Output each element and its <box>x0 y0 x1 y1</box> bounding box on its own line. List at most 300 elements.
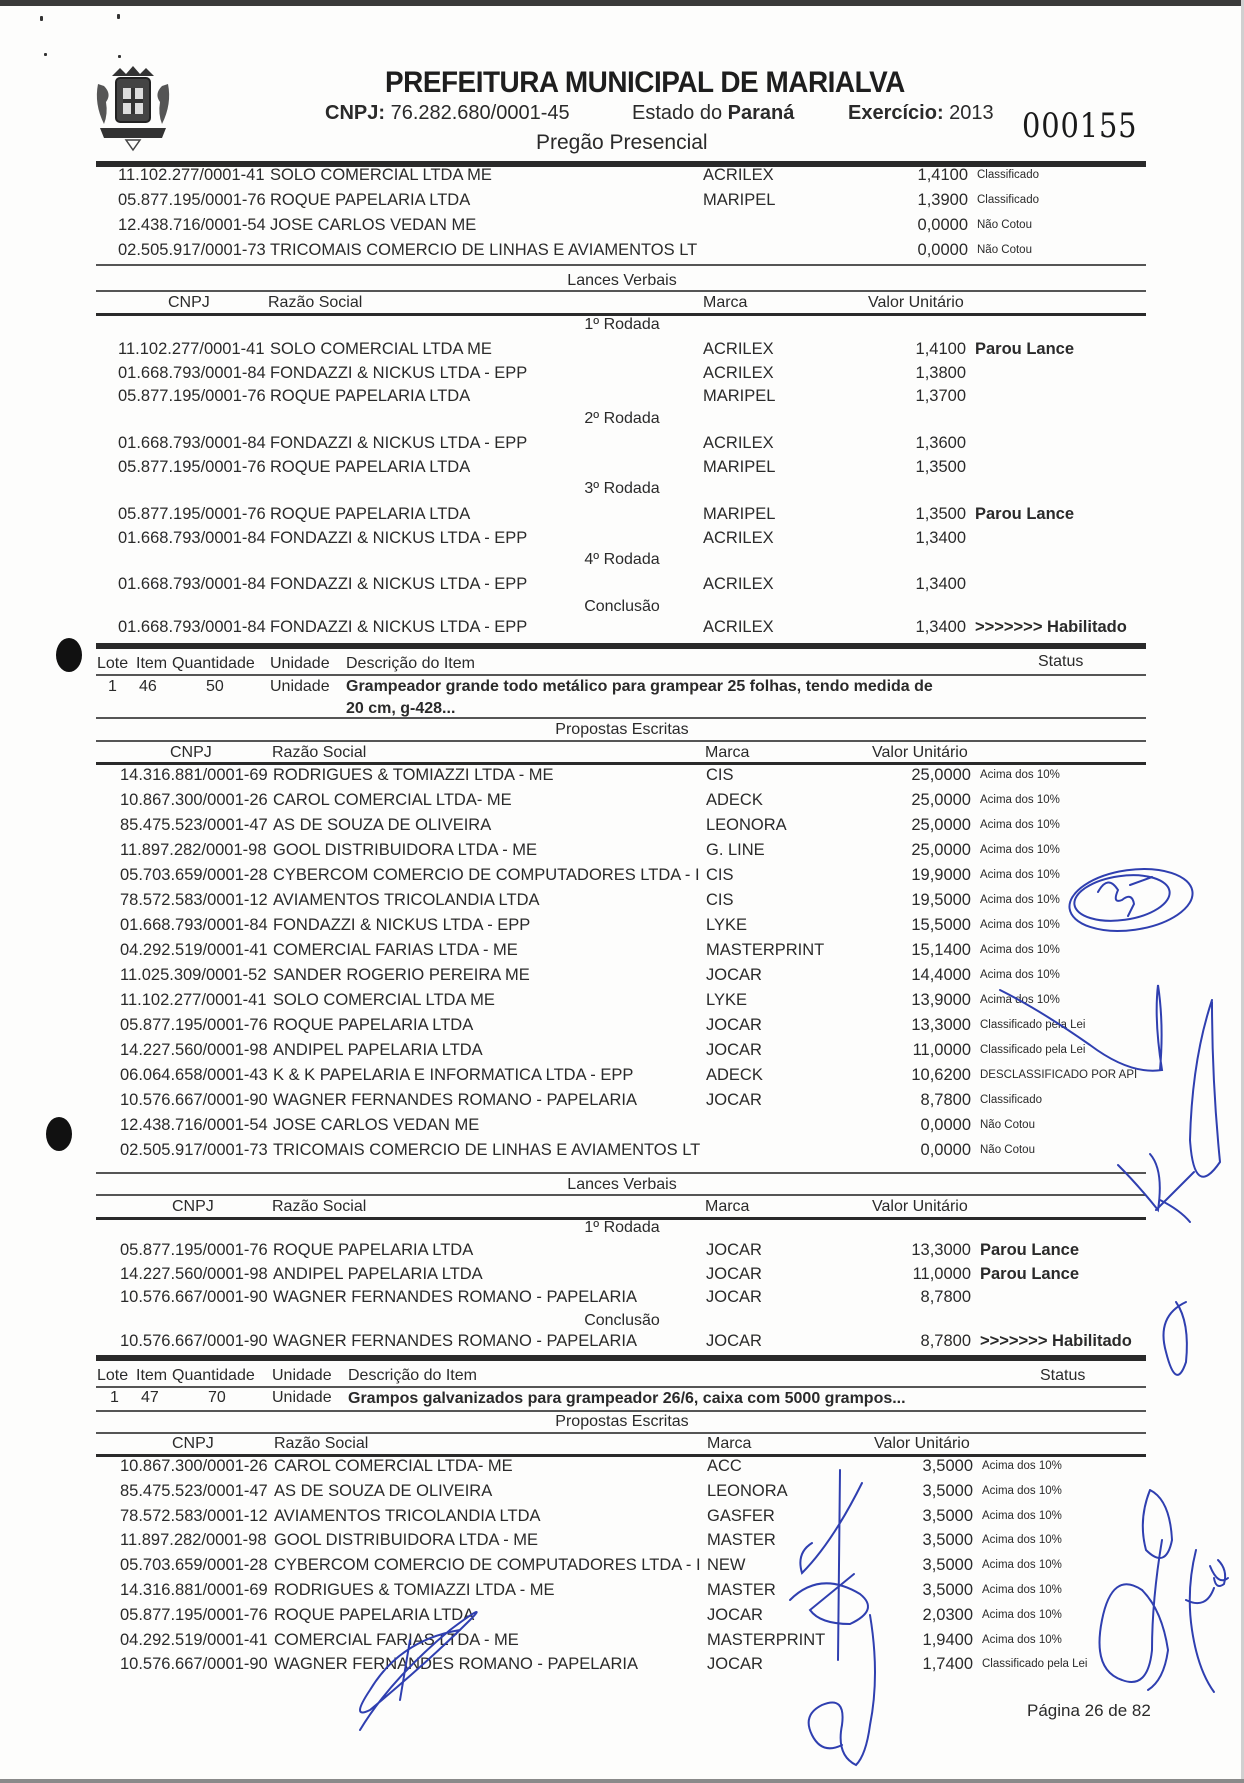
cell-valor-unitario: 3,5000 <box>922 1531 973 1550</box>
col-header-descricao: Descrição do Item <box>346 655 475 672</box>
org-cnpj <box>325 102 570 125</box>
section-title-lances-verbais: Lances Verbais <box>567 272 677 289</box>
table-row <box>0 1457 1244 1479</box>
section-divider <box>96 290 1146 292</box>
col-header-cnpj: CNPJ <box>168 294 210 311</box>
cell-razao-social: JOSE CARLOS VEDAN ME <box>270 216 477 234</box>
section-divider <box>96 1172 1146 1174</box>
item-divider <box>96 643 1146 649</box>
col-header-lote: Lote <box>97 1367 129 1384</box>
scan-edge-bottom <box>0 1779 1244 1783</box>
cell-cnpj: 14.316.881/0001-69 <box>120 766 268 784</box>
cell-marca: CIS <box>706 766 734 784</box>
cell-marca: MASTERPRINT <box>707 1630 826 1649</box>
cell-razao-social: RODRIGUES & TOMIAZZI LTDA - ME <box>273 766 554 784</box>
cell-razao-social: FONDAZZI & NICKUS LTDA - EPP <box>270 434 528 452</box>
table-row <box>0 1531 1244 1553</box>
cell-razao-social: FONDAZZI & NICKUS LTDA - EPP <box>270 528 528 547</box>
section-divider <box>96 264 1146 266</box>
item-number: 46 <box>139 678 157 695</box>
cell-cnpj: 05.877.195/0001-76 <box>120 1016 268 1034</box>
cell-razao-social: WAGNER FERNANDES ROMANO - PAPELARIA <box>273 1091 637 1109</box>
table-row <box>0 387 1244 409</box>
cell-valor-unitario: 0,0000 <box>917 216 968 234</box>
cell-cnpj: 11.897.282/0001-98 <box>120 1531 267 1550</box>
item-divider <box>96 1355 1146 1361</box>
cell-valor-unitario: 8,7800 <box>920 1332 971 1350</box>
cell-valor-unitario: 25,0000 <box>911 841 971 859</box>
table-row <box>0 434 1244 456</box>
section-divider <box>96 717 1146 719</box>
cell-razao-social: COMERCIAL FARIAS LTDA - ME <box>273 941 518 959</box>
cell-marca: ACRILEX <box>703 340 774 358</box>
cell-valor-unitario: 14,4000 <box>911 966 971 984</box>
table-row <box>0 1116 1244 1138</box>
cell-marca: ACRILEX <box>703 528 774 547</box>
cell-razao-social: CYBERCOM COMERCIO DE COMPUTADORES LTDA - I <box>274 1556 701 1575</box>
cell-valor-unitario: 1,3800 <box>915 363 966 382</box>
table-row <box>0 1631 1244 1653</box>
cell-status: Acima dos 10% <box>982 1608 1062 1621</box>
cell-cnpj: 02.505.917/0001-73 <box>120 1141 268 1159</box>
cell-valor-unitario: 1,9400 <box>922 1630 973 1649</box>
cell-marca: MARIPEL <box>703 191 776 209</box>
col-header-quantidade: Quantidade <box>172 1367 255 1384</box>
exercise <box>848 102 994 125</box>
cell-cnpj: 10.867.300/0001-26 <box>120 1457 268 1475</box>
cell-valor-unitario: 15,1400 <box>911 941 971 959</box>
cell-cnpj: 04.292.519/0001-41 <box>120 941 268 959</box>
cell-cnpj: 01.668.793/0001-84 <box>120 916 268 934</box>
cell-valor-unitario: 1,3700 <box>915 387 966 405</box>
cell-status: Acima dos 10% <box>982 1484 1062 1497</box>
cnpj-label: CNPJ: <box>325 102 386 124</box>
cell-marca: MARIPEL <box>703 505 776 523</box>
cell-razao-social: WAGNER FERNANDES ROMANO - PAPELARIA <box>273 1332 637 1350</box>
cell-valor-unitario: 19,5000 <box>911 891 971 909</box>
cell-marca: JOCAR <box>706 966 762 984</box>
table-row <box>0 191 1244 213</box>
exercise-year: 2013 <box>949 102 994 124</box>
state-prefix: Estado do <box>632 102 723 124</box>
scan-edge-top <box>0 0 1244 6</box>
col-header-cnpj: CNPJ <box>172 1198 214 1215</box>
cell-status: Acima dos 10% <box>980 894 1060 906</box>
cell-marca: JOCAR <box>706 1041 762 1059</box>
cell-valor-unitario: 25,0000 <box>911 816 971 834</box>
col-header-descricao: Descrição do Item <box>348 1367 477 1384</box>
cell-cnpj: 11.025.309/0001-52 <box>120 966 267 984</box>
cell-marca: MARIPEL <box>703 387 776 405</box>
cell-marca: ACRILEX <box>703 575 774 593</box>
table-row <box>0 1041 1244 1063</box>
cell-marca: ACRILEX <box>703 166 774 184</box>
table-row <box>0 216 1244 238</box>
cell-razao-social: ROQUE PAPELARIA LTDA <box>273 1016 474 1034</box>
exercise-label: Exercício: <box>848 102 944 124</box>
cell-valor-unitario: 1,7400 <box>922 1655 973 1674</box>
cell-razao-social: AS DE SOUZA DE OLIVEIRA <box>273 816 492 834</box>
cell-valor-unitario: 25,0000 <box>911 791 971 809</box>
cell-cnpj: 01.668.793/0001-84 <box>118 575 266 593</box>
cell-status: Classificado pela Lei <box>980 1044 1086 1056</box>
section-divider <box>96 1432 1146 1434</box>
cell-marca: ACRILEX <box>703 434 774 452</box>
col-header-marca: Marca <box>703 294 748 311</box>
cell-valor-unitario: 3,5000 <box>922 1457 973 1475</box>
state-name: Paraná <box>727 102 795 124</box>
cell-marca: LYKE <box>706 916 747 934</box>
section-title-lances-verbais: Lances Verbais <box>567 1176 677 1193</box>
cell-razao-social: WAGNER FERNANDES ROMANO - PAPELARIA <box>274 1655 638 1674</box>
cell-valor-unitario: 3,5000 <box>922 1581 973 1599</box>
cell-valor-unitario: 1,3600 <box>915 434 966 452</box>
col-header-quantidade: Quantidade <box>172 655 255 672</box>
cell-marca: JOCAR <box>706 1241 762 1259</box>
cell-cnpj: 01.668.793/0001-84 <box>118 434 266 452</box>
cell-razao-social: ROQUE PAPELARIA LTDA <box>270 457 471 476</box>
cell-status: Parou Lance <box>975 505 1075 523</box>
item-unidade: Unidade <box>270 678 330 695</box>
cell-cnpj: 04.292.519/0001-41 <box>120 1630 268 1649</box>
page-number-stamp: 000155 <box>1022 106 1138 146</box>
item-lote: 1 <box>110 1389 119 1406</box>
col-header-valor: Valor Unitário <box>872 1198 968 1215</box>
cell-status: Acima dos 10% <box>982 1460 1062 1472</box>
cell-status: Acima dos 10% <box>980 819 1060 831</box>
cell-razao-social: FONDAZZI & NICKUS LTDA - EPP <box>270 575 528 593</box>
cell-razao-social: TRICOMAIS COMERCIO DE LINHAS E AVIAMENTOS LT <box>270 241 698 259</box>
cell-status: DESCLASSIFICADO POR API <box>980 1069 1138 1081</box>
cell-status: Acima dos 10% <box>982 1584 1062 1596</box>
col-header-lote: Lote <box>97 655 129 672</box>
cell-razao-social: SOLO COMERCIAL LTDA ME <box>273 991 495 1009</box>
cell-status: Acima dos 10% <box>980 994 1060 1006</box>
table-row <box>0 166 1244 188</box>
col-header-status: Status <box>1040 1367 1086 1384</box>
col-header-valor: Valor Unitário <box>868 294 964 311</box>
cell-valor-unitario: 10,6200 <box>911 1066 971 1084</box>
cell-status: Acima dos 10% <box>980 769 1060 781</box>
item-description-line1: Grampos galvanizados para grampeador 26/6, caixa com 5000 grampos... <box>348 1390 906 1407</box>
cell-cnpj: 78.572.583/0001-12 <box>120 891 268 909</box>
section-divider <box>96 1410 1146 1412</box>
cell-valor-unitario: 3,5000 <box>922 1481 973 1500</box>
scan-speck <box>44 53 47 56</box>
table-row <box>0 966 1244 988</box>
conclusion-label: Conclusão <box>584 1312 660 1329</box>
item-quantidade: 50 <box>206 678 224 695</box>
cell-cnpj: 05.877.195/0001-76 <box>120 1241 268 1259</box>
table-row <box>0 505 1244 527</box>
cell-cnpj: 05.703.659/0001-28 <box>120 1556 268 1575</box>
conclusion-row <box>0 1332 1244 1354</box>
cell-cnpj: 11.102.277/0001-41 <box>118 340 265 358</box>
col-header-razao: Razão Social <box>268 294 363 311</box>
cell-razao-social: ROQUE PAPELARIA LTDA <box>274 1605 475 1624</box>
org-title: PREFEITURA MUNICIPAL DE MARIALVA <box>385 66 905 99</box>
cell-status: Parou Lance <box>980 1264 1080 1283</box>
cell-cnpj: 05.877.195/0001-76 <box>118 505 266 523</box>
scan-speck <box>40 16 43 21</box>
col-header-marca: Marca <box>705 1198 750 1215</box>
scan-speck <box>118 55 121 58</box>
cell-razao-social: SANDER ROGERIO PEREIRA ME <box>273 966 530 984</box>
cell-razao-social: FONDAZZI & NICKUS LTDA - EPP <box>273 916 531 934</box>
table-row <box>0 866 1244 888</box>
cell-valor-unitario: 1,4100 <box>917 166 968 184</box>
conclusion-label: Conclusão <box>584 598 660 615</box>
cell-razao-social: CYBERCOM COMERCIO DE COMPUTADORES LTDA - I <box>273 866 700 884</box>
cell-status: Acima dos 10% <box>980 844 1060 856</box>
col-header-marca: Marca <box>707 1435 752 1452</box>
cell-marca: ACC <box>707 1457 742 1475</box>
cell-marca: MASTER <box>707 1581 776 1599</box>
cell-valor-unitario: 1,3400 <box>915 618 966 636</box>
cell-cnpj: 10.576.667/0001-90 <box>120 1288 268 1306</box>
section-title-propostas: Propostas Escritas <box>555 1413 689 1430</box>
table-row <box>0 991 1244 1013</box>
cell-cnpj: 14.316.881/0001-69 <box>120 1581 268 1599</box>
table-row <box>0 941 1244 963</box>
item-description-line2: 20 cm, g-428... <box>346 700 456 717</box>
cell-cnpj: 11.897.282/0001-98 <box>120 841 267 859</box>
cell-status: Acima dos 10% <box>980 919 1060 931</box>
cell-cnpj: 05.877.195/0001-76 <box>120 1605 268 1624</box>
cell-razao-social: ANDIPEL PAPELARIA LTDA <box>273 1264 483 1283</box>
cell-valor-unitario: 11,0000 <box>912 1041 971 1059</box>
header-divider <box>96 762 1146 765</box>
cell-cnpj: 12.438.716/0001-54 <box>120 1116 268 1134</box>
item-lote: 1 <box>108 678 117 695</box>
cell-marca: MASTERPRINT <box>706 941 825 959</box>
table-row <box>0 1288 1244 1310</box>
cell-cnpj: 01.668.793/0001-84 <box>118 363 266 382</box>
cell-razao-social: ROQUE PAPELARIA LTDA <box>270 505 471 523</box>
cell-cnpj: 14.227.560/0001-98 <box>120 1264 268 1283</box>
cell-cnpj: 05.877.195/0001-76 <box>118 387 266 405</box>
cell-valor-unitario: 1,3500 <box>915 457 966 476</box>
cell-status: Acima dos 10% <box>980 794 1060 806</box>
cell-razao-social: CAROL COMERCIAL LTDA- ME <box>274 1457 513 1475</box>
cell-valor-unitario: 25,0000 <box>911 766 971 784</box>
round-label: 1º Rodada <box>584 316 660 333</box>
cell-razao-social: FONDAZZI & NICKUS LTDA - EPP <box>270 363 528 382</box>
table-row <box>0 241 1244 263</box>
cell-cnpj: 85.475.523/0001-47 <box>120 816 268 834</box>
col-header-valor: Valor Unitário <box>872 744 968 761</box>
cell-marca: MARIPEL <box>703 457 776 476</box>
cell-valor-unitario: 3,5000 <box>922 1506 973 1525</box>
cell-valor-unitario: 2,0300 <box>922 1605 973 1624</box>
col-header-cnpj: CNPJ <box>172 1435 214 1452</box>
cell-razao-social: AVIAMENTOS TRICOLANDIA LTDA <box>274 1506 541 1525</box>
table-row <box>0 1091 1244 1113</box>
cell-valor-unitario: 8,7800 <box>920 1091 971 1109</box>
cell-cnpj: 78.572.583/0001-12 <box>120 1506 268 1525</box>
cell-marca: JOCAR <box>706 1091 762 1109</box>
table-row <box>0 1482 1244 1504</box>
cell-razao-social: JOSE CARLOS VEDAN ME <box>273 1116 480 1134</box>
cell-cnpj: 01.668.793/0001-84 <box>118 528 266 547</box>
table-row <box>0 766 1244 788</box>
cell-status: Acima dos 10% <box>982 1559 1062 1572</box>
col-header-razao: Razão Social <box>272 744 367 761</box>
cell-razao-social: CAROL COMERCIAL LTDA- ME <box>273 791 512 809</box>
cell-marca: JOCAR <box>707 1605 763 1624</box>
cell-razao-social: AS DE SOUZA DE OLIVEIRA <box>274 1481 493 1500</box>
table-row <box>0 916 1244 938</box>
cell-status: Não Cotou <box>980 1119 1035 1131</box>
cell-marca: JOCAR <box>706 1288 762 1306</box>
table-row <box>0 1556 1244 1578</box>
cell-valor-unitario: 11,0000 <box>912 1264 971 1283</box>
cell-valor-unitario: 3,5000 <box>922 1556 973 1575</box>
cell-valor-unitario: 13,3000 <box>911 1016 971 1034</box>
cell-cnpj: 11.102.277/0001-41 <box>120 991 267 1009</box>
round-label: 4º Rodada <box>584 551 660 568</box>
table-row <box>0 1141 1244 1163</box>
col-header-cnpj: CNPJ <box>170 744 212 761</box>
cell-cnpj: 10.867.300/0001-26 <box>120 791 268 809</box>
cell-cnpj: 10.576.667/0001-90 <box>120 1091 268 1109</box>
cell-cnpj: 01.668.793/0001-84 <box>118 618 266 636</box>
table-row <box>0 1265 1244 1287</box>
state <box>632 102 794 125</box>
cell-marca: ADECK <box>706 791 763 809</box>
cell-cnpj: 05.703.659/0001-28 <box>120 866 268 884</box>
cell-razao-social: SOLO COMERCIAL LTDA ME <box>270 166 492 184</box>
item-quantidade: 70 <box>208 1389 226 1406</box>
cell-status: >>>>>>> Habilitado <box>980 1332 1132 1350</box>
cell-status: Parou Lance <box>975 340 1075 358</box>
cell-razao-social: WAGNER FERNANDES ROMANO - PAPELARIA <box>273 1288 637 1306</box>
section-divider <box>96 740 1146 742</box>
table-row <box>0 458 1244 480</box>
cell-valor-unitario: 1,3900 <box>917 191 968 209</box>
cell-status: Acima dos 10% <box>980 969 1060 981</box>
cell-marca: JOCAR <box>707 1655 763 1674</box>
cnpj-value: 76.282.680/0001-45 <box>390 102 570 124</box>
cell-valor-unitario: 0,0000 <box>920 1141 971 1159</box>
col-header-unidade: Unidade <box>270 655 330 672</box>
item-number: 47 <box>141 1389 159 1406</box>
cell-razao-social: AVIAMENTOS TRICOLANDIA LTDA <box>273 891 540 909</box>
cell-cnpj: 10.576.667/0001-90 <box>120 1655 268 1674</box>
cell-valor-unitario: 8,7800 <box>920 1288 971 1306</box>
col-header-status: Status <box>1038 653 1084 670</box>
cell-razao-social: ROQUE PAPELARIA LTDA <box>270 191 471 209</box>
round-label: 1º Rodada <box>584 1219 660 1236</box>
round-label: 3º Rodada <box>584 480 660 497</box>
table-row <box>0 1241 1244 1263</box>
cell-valor-unitario: 13,3000 <box>911 1241 971 1259</box>
table-row <box>0 891 1244 913</box>
section-divider <box>96 1194 1146 1196</box>
cell-cnpj: 02.505.917/0001-73 <box>118 241 266 259</box>
table-row <box>0 529 1244 551</box>
cell-valor-unitario: 1,3400 <box>915 528 966 547</box>
table-row <box>0 1507 1244 1529</box>
table-row <box>0 841 1244 863</box>
table-row <box>0 575 1244 597</box>
cell-razao-social: ROQUE PAPELARIA LTDA <box>273 1241 474 1259</box>
cell-status: Não Cotou <box>980 1144 1035 1156</box>
cell-razao-social: GOOL DISTRIBUIDORA LTDA - ME <box>274 1531 539 1550</box>
table-row <box>0 1581 1244 1603</box>
cell-marca: LEONORA <box>706 816 787 834</box>
cell-valor-unitario: 1,3400 <box>915 575 966 593</box>
cell-valor-unitario: 1,4100 <box>915 340 966 358</box>
col-header-item: Item <box>136 1367 168 1384</box>
table-row <box>0 1655 1244 1677</box>
cell-marca: NEW <box>707 1556 746 1575</box>
item-description-line1: Grampeador grande todo metálico para grampear 25 folhas, tendo medida de <box>346 678 933 695</box>
cell-status: Classificado pela Lei <box>982 1658 1088 1671</box>
municipal-coat-of-arms-logo <box>92 64 174 152</box>
cell-marca: G. LINE <box>706 841 765 859</box>
cell-razao-social: K & K PAPELARIA E INFORMATICA LTDA - EPP <box>273 1066 634 1084</box>
cell-valor-unitario: 0,0000 <box>917 241 968 259</box>
cell-cnpj: 11.102.277/0001-41 <box>118 166 265 184</box>
col-header-unidade: Unidade <box>272 1367 332 1384</box>
cell-status: Acima dos 10% <box>982 1633 1062 1646</box>
cell-marca: JOCAR <box>706 1016 762 1034</box>
cell-marca: JOCAR <box>706 1264 762 1283</box>
conclusion-row <box>0 618 1244 640</box>
cell-marca: CIS <box>706 866 734 884</box>
item-unidade: Unidade <box>272 1389 332 1406</box>
cell-razao-social: ROQUE PAPELARIA LTDA <box>270 387 471 405</box>
cell-razao-social: GOOL DISTRIBUIDORA LTDA - ME <box>273 841 538 859</box>
cell-status: Acima dos 10% <box>980 869 1060 881</box>
col-header-marca: Marca <box>705 744 750 761</box>
cell-status: Classificado <box>980 1094 1042 1106</box>
cell-marca: MASTER <box>707 1531 776 1550</box>
cell-status: Parou Lance <box>980 1241 1080 1259</box>
cell-status: Não Cotou <box>977 219 1032 231</box>
cell-razao-social: RODRIGUES & TOMIAZZI LTDA - ME <box>274 1581 555 1599</box>
cell-valor-unitario: 19,9000 <box>911 866 971 884</box>
round-label: 2º Rodada <box>584 410 660 427</box>
table-row <box>0 791 1244 813</box>
cell-marca: LYKE <box>706 991 747 1009</box>
table-row <box>0 340 1244 362</box>
col-header-razao: Razão Social <box>274 1435 369 1452</box>
cell-valor-unitario: 13,9000 <box>911 991 971 1009</box>
col-header-item: Item <box>136 655 168 672</box>
cell-valor-unitario: 15,5000 <box>911 916 971 934</box>
table-row <box>0 1016 1244 1038</box>
section-title-propostas: Propostas Escritas <box>555 721 689 738</box>
cell-status: Classificado pela Lei <box>980 1019 1086 1031</box>
cell-marca: ACRILEX <box>703 363 774 382</box>
cell-razao-social: TRICOMAIS COMERCIO DE LINHAS E AVIAMENTOS LT <box>273 1141 701 1159</box>
cell-marca: ADECK <box>706 1066 763 1084</box>
cell-cnpj: 12.438.716/0001-54 <box>118 216 266 234</box>
cell-marca: GASFER <box>707 1506 775 1525</box>
cell-marca: LEONORA <box>707 1481 788 1500</box>
cell-razao-social: ANDIPEL PAPELARIA LTDA <box>273 1041 483 1059</box>
cell-razao-social: SOLO COMERCIAL LTDA ME <box>270 340 492 358</box>
table-row <box>0 364 1244 386</box>
cell-cnpj: 06.064.658/0001-43 <box>120 1066 268 1084</box>
cell-status: Acima dos 10% <box>980 944 1060 956</box>
table-row <box>0 1066 1244 1088</box>
cell-status: Não Cotou <box>977 244 1032 256</box>
cell-cnpj: 10.576.667/0001-90 <box>120 1332 268 1350</box>
cell-razao-social: FONDAZZI & NICKUS LTDA - EPP <box>270 618 528 636</box>
